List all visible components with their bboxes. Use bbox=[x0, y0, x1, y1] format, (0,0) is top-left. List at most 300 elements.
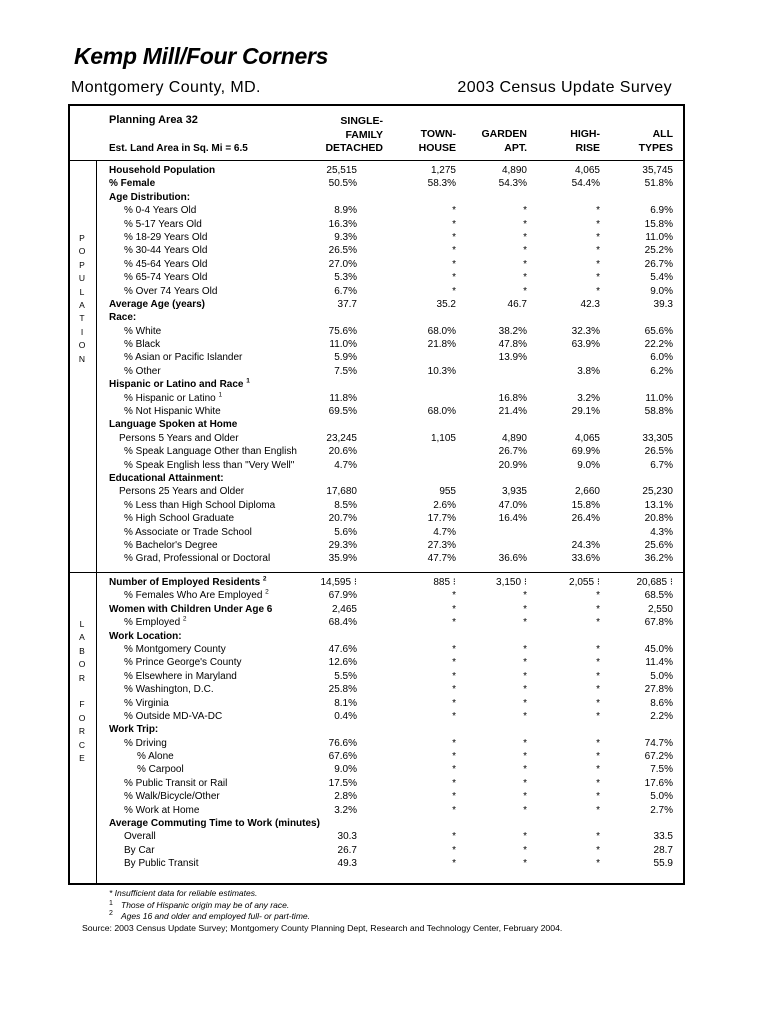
table-row bbox=[0, 418, 768, 431]
cell-value: 38.2% bbox=[498, 325, 527, 337]
cell-value: * bbox=[596, 603, 600, 615]
cell-value: 1,105 bbox=[430, 432, 456, 444]
cell-value: 2,660 bbox=[574, 486, 600, 498]
cell-value: * bbox=[523, 777, 527, 789]
page-title: Kemp Mill/Four Corners bbox=[74, 43, 329, 69]
cell-value: 20.8% bbox=[644, 513, 673, 525]
cell-value: 16.4% bbox=[498, 513, 527, 525]
row-label: % Work at Home bbox=[124, 804, 200, 816]
col-header-townhouse: TOWN- HOUSE bbox=[418, 128, 456, 154]
cell-value: * bbox=[523, 657, 527, 669]
cell-value: * bbox=[596, 697, 600, 709]
table-row bbox=[0, 576, 768, 589]
cell-value: 11.4% bbox=[645, 657, 673, 669]
row-label: % Montgomery County bbox=[124, 643, 226, 655]
table-row bbox=[0, 670, 768, 683]
cell-value: 51.8% bbox=[644, 178, 673, 190]
cell-value: * bbox=[452, 258, 456, 270]
table-row bbox=[0, 512, 768, 525]
cell-value: 2,055 ⁝ bbox=[569, 577, 600, 588]
cell-value: 45.0% bbox=[644, 643, 673, 655]
row-label: % Black bbox=[124, 339, 161, 351]
cell-value: 2.7% bbox=[650, 804, 673, 816]
labor-force-table bbox=[0, 576, 768, 871]
cell-value: * bbox=[452, 603, 456, 615]
side-letter: F bbox=[79, 699, 85, 710]
cell-value: 17.6% bbox=[644, 777, 673, 789]
row-label: % Speak English less than "Very Well" bbox=[124, 459, 295, 471]
footnote-ref: 1 bbox=[246, 377, 250, 385]
cell-value: 67.2% bbox=[644, 751, 673, 763]
table-row bbox=[0, 750, 768, 763]
cell-value: 20.7% bbox=[328, 513, 357, 525]
cell-value: * bbox=[452, 617, 456, 629]
cell-value: 27.8% bbox=[644, 684, 673, 696]
cell-value: 3,935 bbox=[501, 486, 527, 498]
cell-value: 4,065 bbox=[574, 432, 600, 444]
cell-value: 23,245 bbox=[326, 432, 357, 444]
cell-value: 4,065 bbox=[574, 165, 600, 176]
row-label: By Car bbox=[124, 844, 155, 856]
side-letter: O bbox=[78, 340, 86, 351]
cell-value: 25.6% bbox=[644, 539, 673, 551]
cell-value: 21.4% bbox=[498, 406, 527, 418]
row-label: Overall bbox=[124, 831, 156, 843]
cell-value: 25,515 bbox=[326, 165, 357, 176]
cell-value: 35.9% bbox=[328, 553, 357, 565]
cell-value: 58.3% bbox=[427, 178, 456, 190]
cell-value: * bbox=[452, 643, 456, 655]
cell-value: 30.3 bbox=[337, 831, 357, 843]
footnote-insufficient: * Insufficient data for reliable estimates. bbox=[109, 888, 258, 898]
cell-value: * bbox=[596, 858, 600, 870]
cell-value: 50.5% bbox=[328, 178, 357, 190]
row-label: % Other bbox=[124, 365, 161, 377]
row-label: Women with Children Under Age 6 bbox=[109, 603, 273, 615]
row-label: Hispanic or Latino and Race $^1$ bbox=[109, 377, 250, 391]
footnote-ref: 2 bbox=[265, 589, 269, 597]
cell-value: 76.6% bbox=[328, 737, 357, 749]
cell-value: 28.7 bbox=[653, 844, 673, 856]
side-letter: O bbox=[78, 659, 86, 670]
cell-value: * bbox=[523, 844, 527, 856]
cell-value: 35.2 bbox=[436, 298, 456, 310]
cell-value: 68.4% bbox=[328, 617, 357, 629]
table-row bbox=[0, 351, 768, 364]
row-label: Work Trip: bbox=[109, 724, 159, 736]
cell-value: 2.6% bbox=[433, 499, 456, 511]
cell-value: 67.6% bbox=[328, 751, 357, 763]
cell-value: 46.7 bbox=[507, 298, 527, 310]
table-row bbox=[0, 526, 768, 539]
table-row bbox=[0, 737, 768, 750]
cell-value: 21.8% bbox=[427, 339, 456, 351]
cell-value: * bbox=[523, 804, 527, 816]
table-row bbox=[0, 763, 768, 776]
col-header-high-rise: HIGH- RISE bbox=[570, 128, 600, 154]
side-letter: P bbox=[79, 259, 85, 270]
table-row bbox=[0, 271, 768, 284]
cell-value: 17,680 bbox=[326, 486, 357, 498]
cell-value: 5.4% bbox=[650, 272, 673, 284]
table-row bbox=[0, 589, 768, 602]
side-letter: I bbox=[80, 326, 84, 337]
table-row bbox=[0, 231, 768, 244]
row-label: Persons 25 Years and Older bbox=[119, 486, 245, 498]
cell-value: 11.8% bbox=[329, 392, 357, 404]
footnote-ref: 2 bbox=[262, 575, 267, 583]
cell-value: 26.7 bbox=[337, 844, 357, 856]
row-label: % Asian or Pacific Islander bbox=[124, 352, 243, 364]
table-row bbox=[0, 643, 768, 656]
table-row bbox=[0, 499, 768, 512]
row-label: % 0-4 Years Old bbox=[124, 205, 197, 217]
cell-value: * bbox=[452, 831, 456, 843]
row-label: % 18-29 Years Old bbox=[124, 231, 208, 243]
col-header-garden-apt: GARDEN APT. bbox=[481, 128, 527, 154]
row-label: Race: bbox=[109, 312, 137, 324]
row-label: % Walk/Bicycle/Other bbox=[124, 791, 220, 803]
cell-value: * bbox=[523, 205, 527, 217]
cell-value: 8.9% bbox=[334, 205, 357, 217]
cell-value: 35,745 bbox=[642, 165, 673, 176]
table-row bbox=[0, 191, 768, 204]
cell-value: 10.3% bbox=[427, 365, 456, 377]
table-row bbox=[0, 777, 768, 790]
cell-value: 20,685 ⁝ bbox=[636, 577, 673, 588]
cell-value: 5.3% bbox=[334, 272, 357, 284]
footnote-ref: 2 bbox=[182, 615, 187, 623]
cell-value: * bbox=[596, 791, 600, 803]
cell-value: 42.3 bbox=[580, 298, 600, 310]
table-row bbox=[0, 844, 768, 857]
cell-value: 9.3% bbox=[334, 231, 357, 243]
cell-value: 0.4% bbox=[334, 710, 357, 722]
cell-value: * bbox=[452, 710, 456, 722]
cell-value: * bbox=[523, 697, 527, 709]
cell-value: 75.6% bbox=[328, 325, 357, 337]
cell-value: 6.0% bbox=[650, 352, 673, 364]
cell-value: * bbox=[523, 590, 527, 602]
cell-value: 9.0% bbox=[577, 459, 600, 471]
cell-value: 8.6% bbox=[650, 697, 673, 709]
cell-value: * bbox=[596, 258, 600, 270]
row-label: % Over 74 Years Old bbox=[124, 285, 218, 297]
footnote-1: Those of Hispanic origin may be of any race. bbox=[121, 900, 290, 910]
table-row bbox=[0, 830, 768, 843]
cell-value: 9.0% bbox=[334, 764, 357, 776]
cell-value: * bbox=[596, 737, 600, 749]
table-row bbox=[0, 656, 768, 669]
table-row bbox=[0, 804, 768, 817]
cell-value: 2,465 bbox=[331, 603, 357, 615]
table-row bbox=[0, 218, 768, 231]
footnote-2-mark: 2 bbox=[109, 910, 113, 917]
cell-value: 5.0% bbox=[650, 791, 673, 803]
row-label: % Carpool bbox=[137, 764, 184, 776]
cell-value: * bbox=[596, 272, 600, 284]
cell-value: * bbox=[596, 751, 600, 763]
cell-value: 27.3% bbox=[427, 539, 456, 551]
cell-value: 39.3 bbox=[653, 298, 673, 310]
cell-value: * bbox=[596, 643, 600, 655]
table-row bbox=[0, 485, 768, 498]
table-row bbox=[0, 177, 768, 190]
cell-value: 24.3% bbox=[571, 539, 600, 551]
cell-value: 29.1% bbox=[571, 406, 600, 418]
side-letter: B bbox=[79, 645, 85, 656]
side-letter: U bbox=[78, 273, 86, 284]
cell-value: * bbox=[596, 777, 600, 789]
cell-value: * bbox=[452, 791, 456, 803]
cell-value: * bbox=[452, 285, 456, 297]
row-label: By Public Transit bbox=[124, 858, 199, 870]
cell-value: * bbox=[596, 617, 600, 629]
cell-value: 9.0% bbox=[650, 285, 673, 297]
cell-value: * bbox=[596, 844, 600, 856]
cell-value: * bbox=[523, 710, 527, 722]
cell-value: 68.0% bbox=[427, 406, 456, 418]
side-letter: N bbox=[78, 353, 86, 364]
cell-value: * bbox=[452, 657, 456, 669]
cell-value: * bbox=[523, 858, 527, 870]
cell-value: 8.1% bbox=[334, 697, 357, 709]
table-row bbox=[0, 325, 768, 338]
cell-value: * bbox=[452, 804, 456, 816]
table-row bbox=[0, 392, 768, 405]
col-header-all-types: ALL TYPES bbox=[638, 128, 673, 154]
cell-value: * bbox=[596, 590, 600, 602]
source-note: Source: 2003 Census Update Survey; Montgomery County Planning Dept, Research and Technology Center, February 2004. bbox=[82, 923, 563, 933]
header-divider bbox=[68, 160, 685, 161]
cell-value: 49.3 bbox=[337, 858, 357, 870]
table-row bbox=[0, 710, 768, 723]
cell-value: 7.5% bbox=[650, 764, 673, 776]
cell-value: 33.6% bbox=[571, 553, 600, 565]
cell-value: 69.9% bbox=[571, 446, 600, 458]
cell-value: * bbox=[523, 603, 527, 615]
cell-value: * bbox=[596, 245, 600, 257]
row-label: Average Age (years) bbox=[109, 298, 205, 310]
row-label: % 65-74 Years Old bbox=[124, 272, 208, 284]
side-letter: L bbox=[79, 286, 85, 297]
row-label: Work Location: bbox=[109, 630, 182, 642]
table-row bbox=[0, 472, 768, 485]
side-letter: E bbox=[79, 752, 85, 763]
cell-value: 26.4% bbox=[571, 513, 600, 525]
cell-value: 15.8% bbox=[571, 499, 600, 511]
cell-value: 69.5% bbox=[328, 406, 357, 418]
cell-value: 25,230 bbox=[642, 486, 673, 498]
cell-value: 8.5% bbox=[334, 499, 357, 511]
cell-value: * bbox=[596, 670, 600, 682]
land-area: Est. Land Area in Sq. Mi = 6.5 bbox=[109, 143, 248, 154]
cell-value: 17.7% bbox=[427, 513, 456, 525]
cell-value: 63.9% bbox=[571, 339, 600, 351]
cell-value: 1,275 bbox=[430, 165, 456, 176]
row-label: % Female bbox=[109, 178, 156, 190]
cell-value: 47.8% bbox=[498, 339, 527, 351]
cell-value: * bbox=[596, 804, 600, 816]
cell-value: * bbox=[523, 831, 527, 843]
cell-value: 29.3% bbox=[328, 539, 357, 551]
row-label: Average Commuting Time to Work (minutes) bbox=[109, 818, 320, 830]
table-row bbox=[0, 603, 768, 616]
cell-value: * bbox=[452, 272, 456, 284]
side-letter: A bbox=[79, 299, 85, 310]
row-label: % Prince George's County bbox=[124, 657, 242, 669]
cell-value: 14,595 ⁝ bbox=[320, 577, 357, 588]
table-row bbox=[0, 405, 768, 418]
table-row bbox=[0, 164, 768, 177]
cell-value: * bbox=[523, 670, 527, 682]
cell-value: 4.7% bbox=[433, 526, 456, 538]
cell-value: 4,890 bbox=[501, 165, 527, 176]
table-row bbox=[0, 790, 768, 803]
cell-value: 2,550 bbox=[647, 603, 673, 615]
survey-subtitle: 2003 Census Update Survey bbox=[457, 79, 672, 96]
county-subtitle: Montgomery County, MD. bbox=[71, 79, 261, 96]
cell-value: 3.2% bbox=[334, 804, 357, 816]
row-label: % Driving bbox=[124, 737, 167, 749]
cell-value: 11.0% bbox=[329, 339, 357, 351]
table-row bbox=[0, 459, 768, 472]
table-row bbox=[0, 857, 768, 870]
cell-value: 65.6% bbox=[644, 325, 673, 337]
row-label: % 5-17 Years Old bbox=[124, 218, 202, 230]
table-row bbox=[0, 817, 768, 830]
cell-value: * bbox=[523, 231, 527, 243]
row-label: % Hispanic or Latino $^1$ bbox=[124, 391, 223, 404]
footnote-ref: 1 bbox=[218, 391, 223, 399]
table-row bbox=[0, 311, 768, 324]
cell-value: 4,890 bbox=[501, 432, 527, 444]
cell-value: 26.7% bbox=[498, 446, 527, 458]
cell-value: 74.7% bbox=[644, 737, 673, 749]
row-label: % Washington, D.C. bbox=[124, 684, 214, 696]
table-row bbox=[0, 552, 768, 565]
cell-value: * bbox=[452, 670, 456, 682]
row-label: Household Population bbox=[109, 165, 216, 176]
section-divider bbox=[68, 572, 685, 573]
table-row bbox=[0, 204, 768, 217]
population-table bbox=[0, 164, 768, 566]
cell-value: 13.1% bbox=[644, 499, 673, 511]
col-header-single-family: SINGLE- FAMILY DETACHED bbox=[325, 115, 383, 154]
cell-value: * bbox=[523, 258, 527, 270]
cell-value: 3.2% bbox=[577, 392, 600, 404]
cell-value: 47.6% bbox=[328, 643, 357, 655]
table-row bbox=[0, 616, 768, 629]
row-label: % Females Who Are Employed $^2$ bbox=[124, 589, 269, 602]
row-label: % Outside MD-VA-DC bbox=[124, 710, 223, 722]
table-row bbox=[0, 539, 768, 552]
cell-value: 68.0% bbox=[427, 325, 456, 337]
row-label: % Elsewhere in Maryland bbox=[124, 670, 237, 682]
cell-value: * bbox=[452, 590, 456, 602]
row-label: Educational Attainment: bbox=[109, 472, 224, 484]
cell-value: 37.7 bbox=[337, 298, 357, 310]
row-label: % Public Transit or Rail bbox=[124, 777, 228, 789]
cell-value: * bbox=[523, 218, 527, 230]
table-row bbox=[0, 445, 768, 458]
cell-value: 5.5% bbox=[334, 670, 357, 682]
cell-value: 6.9% bbox=[650, 205, 673, 217]
side-letter: R bbox=[78, 672, 86, 683]
cell-value: 36.2% bbox=[644, 553, 673, 565]
row-label: % Employed $^2$ bbox=[124, 615, 187, 629]
cell-value: 47.0% bbox=[498, 499, 527, 511]
cell-value: 25.8% bbox=[328, 684, 357, 696]
cell-value: 36.6% bbox=[498, 553, 527, 565]
cell-value: 16.3% bbox=[328, 218, 357, 230]
cell-value: * bbox=[596, 205, 600, 217]
cell-value: 955 bbox=[439, 486, 456, 498]
cell-value: 20.6% bbox=[328, 446, 357, 458]
row-label: Persons 5 Years and Older bbox=[119, 432, 239, 444]
cell-value: * bbox=[452, 245, 456, 257]
table-row bbox=[0, 697, 768, 710]
cell-value: * bbox=[596, 218, 600, 230]
table-row bbox=[0, 258, 768, 271]
row-label: % Grad, Professional or Doctoral bbox=[124, 553, 271, 565]
table-row bbox=[0, 365, 768, 378]
cell-value: * bbox=[452, 231, 456, 243]
cell-value: 11.0% bbox=[645, 231, 673, 243]
cell-value: 17.5% bbox=[328, 777, 357, 789]
cell-value: 3.8% bbox=[577, 365, 600, 377]
side-letter: T bbox=[79, 313, 85, 324]
cell-value: 5.9% bbox=[334, 352, 357, 364]
cell-value: 32.3% bbox=[571, 325, 600, 337]
cell-value: 3,150 ⁝ bbox=[496, 577, 527, 588]
row-label: % 30-44 Years Old bbox=[124, 245, 208, 257]
cell-value: 27.0% bbox=[328, 258, 357, 270]
cell-value: * bbox=[523, 764, 527, 776]
cell-value: 54.4% bbox=[571, 178, 600, 190]
cell-value: * bbox=[596, 657, 600, 669]
table-row bbox=[0, 432, 768, 445]
cell-value: 2.8% bbox=[334, 791, 357, 803]
cell-value: * bbox=[523, 643, 527, 655]
cell-value: 67.9% bbox=[328, 590, 357, 602]
cell-value: * bbox=[452, 205, 456, 217]
cell-value: * bbox=[523, 285, 527, 297]
footnote-1-mark: 1 bbox=[109, 900, 113, 907]
cell-value: * bbox=[452, 697, 456, 709]
cell-value: 4.7% bbox=[334, 459, 357, 471]
row-label: % 45-64 Years Old bbox=[124, 258, 208, 270]
cell-value: * bbox=[523, 737, 527, 749]
cell-value: 26.5% bbox=[328, 245, 357, 257]
table-row bbox=[0, 338, 768, 351]
cell-value: 5.6% bbox=[334, 526, 357, 538]
cell-value: * bbox=[523, 617, 527, 629]
cell-value: 67.8% bbox=[644, 617, 673, 629]
side-letter: A bbox=[79, 632, 85, 643]
table-row bbox=[0, 285, 768, 298]
table-row bbox=[0, 378, 768, 391]
cell-value: 22.2% bbox=[644, 339, 673, 351]
cell-value: * bbox=[523, 791, 527, 803]
row-label: % Speak Language Other than English bbox=[124, 446, 297, 458]
row-label: Age Distribution: bbox=[109, 191, 191, 203]
row-label: % Less than High School Diploma bbox=[124, 499, 276, 511]
cell-value: 26.5% bbox=[644, 446, 673, 458]
table-row bbox=[0, 298, 768, 311]
side-letter: O bbox=[78, 246, 86, 257]
cell-value: * bbox=[596, 285, 600, 297]
